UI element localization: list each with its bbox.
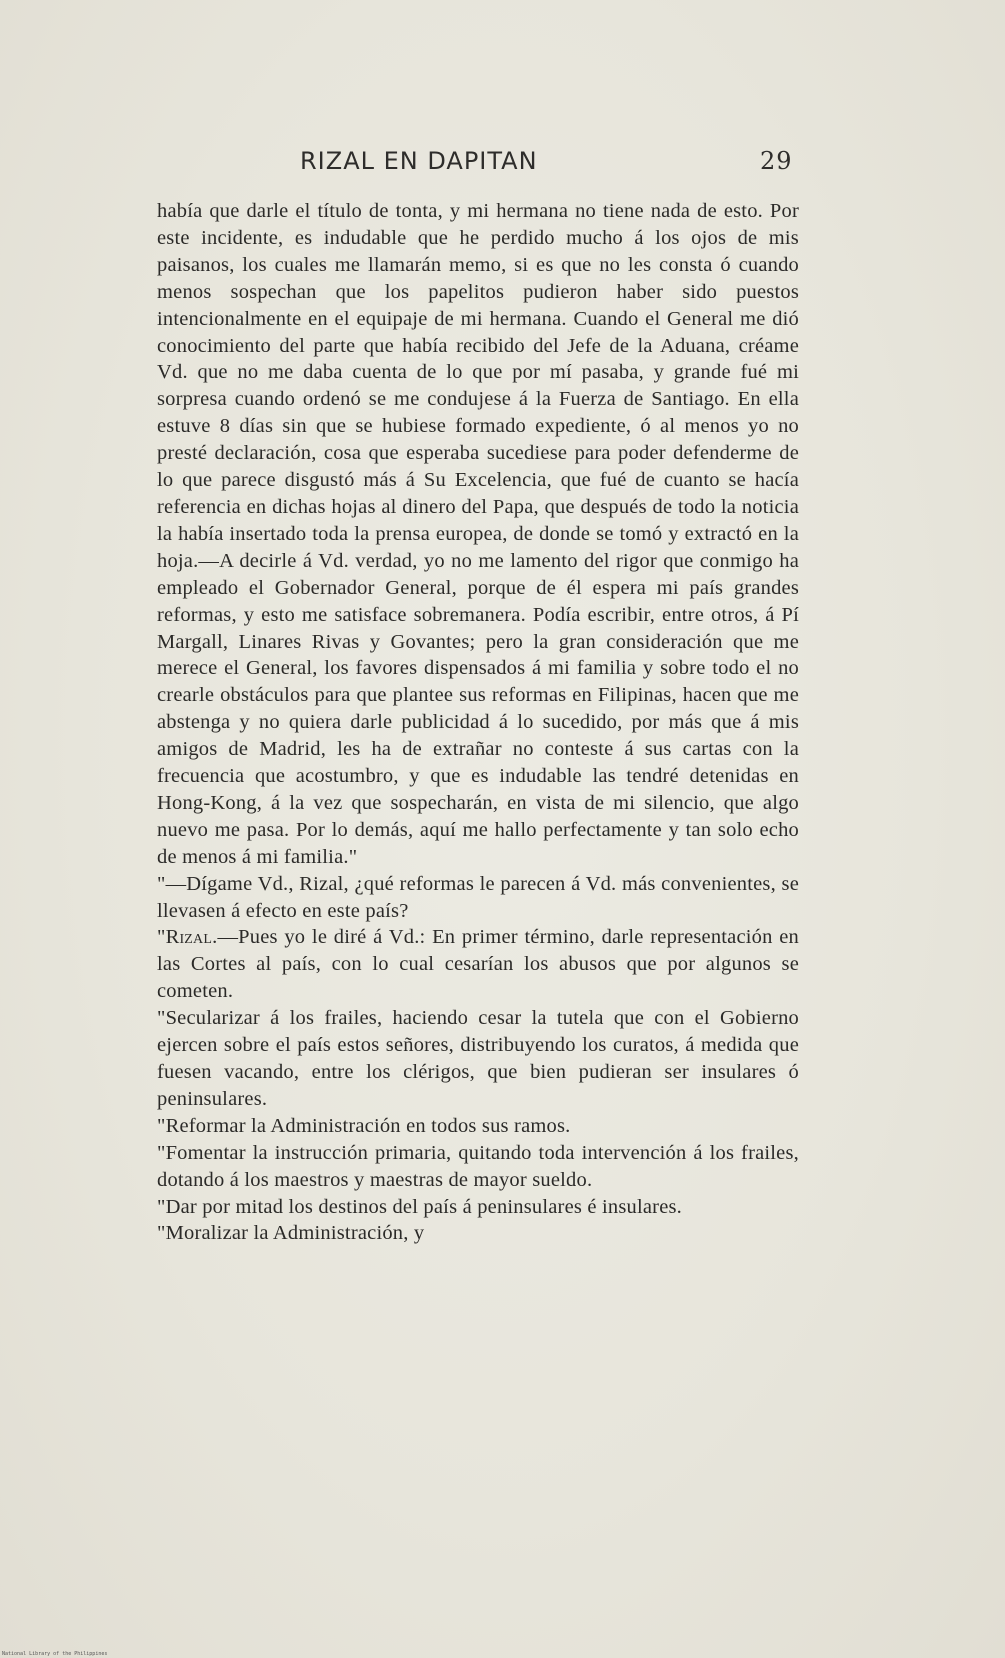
page-header bbox=[300, 147, 800, 179]
paragraph-7: "Dar por mitad los destinos del país á peninsulares é insulares. bbox=[157, 1195, 683, 1218]
paragraph-2: "—Dígame Vd., Rizal, ¿qué reformas le parecen á Vd. más convenientes, se llevasen á efecto en este país? bbox=[157, 872, 799, 922]
paragraph-3 bbox=[157, 924, 799, 1005]
paragraph-5: "Reformar la Administración en todos sus ramos. bbox=[157, 1114, 571, 1137]
running-head: RIZAL EN DAPITAN bbox=[300, 147, 538, 175]
paragraph-8: "Moralizar la Administración, y bbox=[157, 1222, 425, 1245]
page-number: 29 bbox=[760, 147, 793, 175]
body-text bbox=[157, 198, 799, 1247]
paragraph-1: había que darle el título de tonta, y mi hermana no tiene nada de esto. Por este incidente, es indudable que he perdido mucho á los ojos de mis paisanos, los cuales me llamarán memo, si es que no les consta ó cuando menos sospechan que los papelitos pudieron haber sido puestos intencionalmente en el equipaje de mi hermana. Cuando el General me dió conocimiento del parte que había recibido del Jefe de la Aduana, créame Vd. que no me daba cuenta de lo que por mí pasaba, y grande fué mi sorpresa cuando ordenó se me condujese á la Fuerza de Santiago. En ella estuve 8 días sin que se hubiese formado expediente, ó al menos yo no presté declaración, cosa que esperaba sucediese para poder defenderme de lo que parece disgustó más á Su Excelencia, que fué de cuanto se hacía referencia en dichas hojas al dinero del Papa, que después de todo la noticia la había insertado toda la prensa europea, de donde se tomó y extractó en la hoja.—A decirle á Vd. verdad, yo no me lamento del rigor que conmigo ha empleado el Gobernador General, porque de él espera mi país grandes reformas, y esto me satisface sobremanera. Podía escribir, entre otros, á Pí Margall, Linares Rivas y Govantes; pero la gran consideración que me merece el General, los favores dispensados á mi familia y sobre todo el no crearle obstáculos para que plantee sus reformas en Filipinas, hacen que me abstenga y no quiera darle publicidad á lo sucedido, por más que á mis amigos de Madrid, les ha de extrañar no conteste á sus cartas con la frecuencia que acostumbro, y que es indudable las tendré detenidas en Hong-Kong, á la vez que sospecharán, en vista de mi silencio, que algo nuevo me pasa. Por lo demás, aquí me hallo perfectamente y tan solo echo de menos á mi familia." bbox=[157, 200, 799, 868]
paragraph-4: "Secularizar á los frailes, haciendo cesar la tutela que con el Gobierno ejercen sobre el país estos señores, distribuyendo los curatos, á medida que fuesen vacando, entre los clérigos, que bien pudieran ser insulares ó peninsulares. bbox=[157, 1007, 799, 1110]
library-footer: National Library of the Philippines bbox=[2, 1651, 108, 1657]
paragraph-6: "Fomentar la instrucción primaria, quitando toda intervención á los frailes, dotando á los maestros y maestras de mayor sueldo. bbox=[157, 1141, 799, 1191]
paragraph-3-text: —Pues yo le diré á Vd.: En primer término, darle representación en las Cortes al país, con lo cual cesarían los abusos que por algunos se cometen. bbox=[157, 926, 799, 1003]
speaker-label: "Rizal. bbox=[157, 926, 218, 949]
